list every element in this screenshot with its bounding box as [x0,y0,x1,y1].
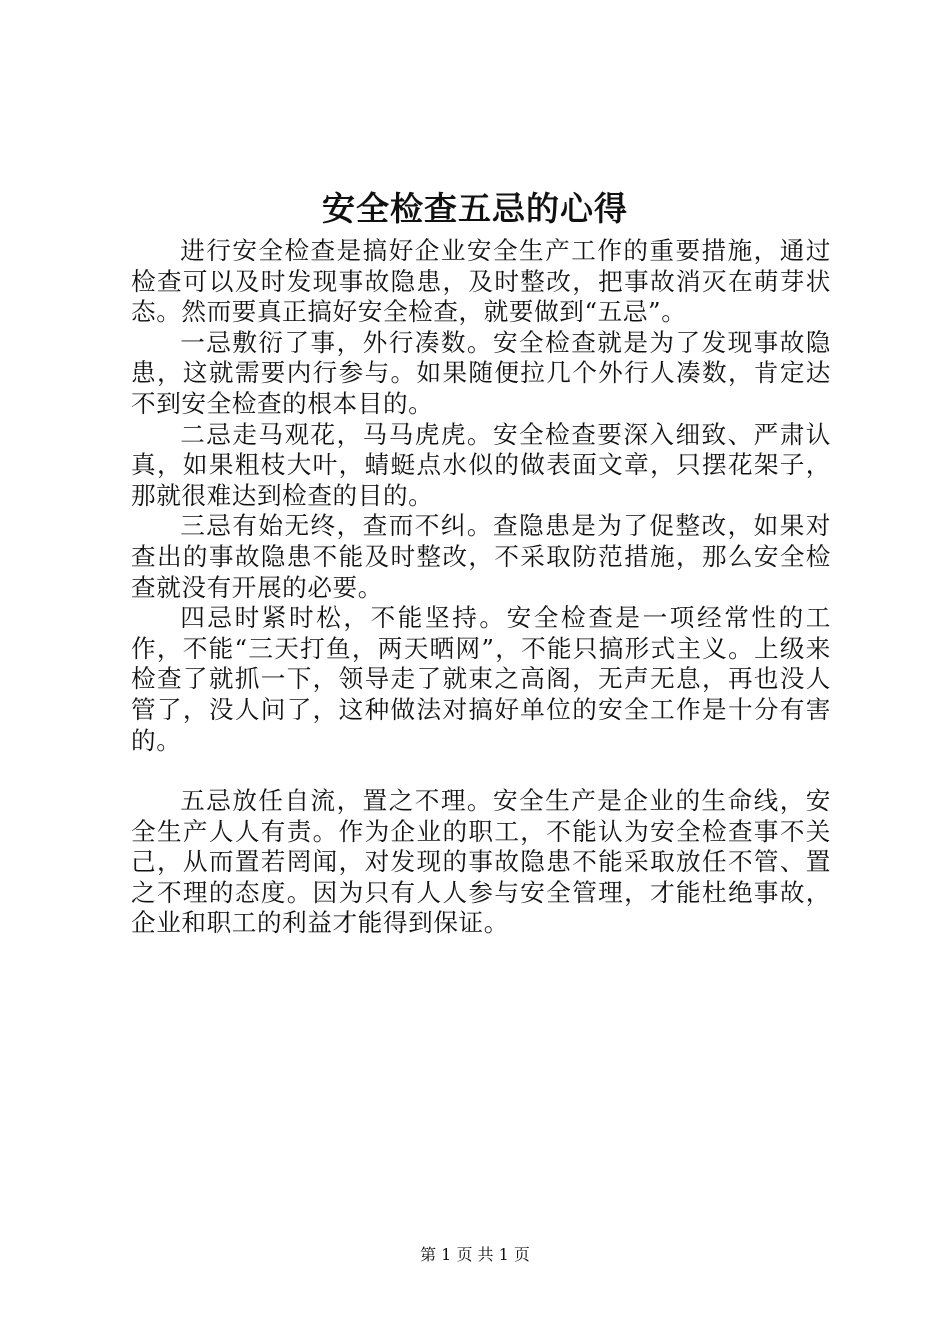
paragraph-taboo-1: 一忌敷衍了事，外行凑数。安全检查就是为了发现事故隐患，这就需要内行参与。如果随便拉几个外行人凑数，肯定达不到安全检查的根本目的。 [131,327,831,418]
document-body [131,236,831,939]
paragraph-taboo-2: 二忌走马观花，马马虎虎。安全检查要深入细致、严肃认真，如果粗枝大叶，蜻蜓点水似的做表面文章，只摆花架子，那就很难达到检查的目的。 [131,419,831,510]
paragraph-taboo-5: 五忌放任自流，置之不理。安全生产是企业的生命线，安全生产人人有责。作为企业的职工，不能认为安全检查事不关己，从而置若罔闻，对发现的事故隐患不能采取放任不管、置之不理的态度。因为只有人人参与安全管理，才能杜绝事故，企业和职工的利益才能得到保证。 [131,786,831,938]
paragraph-taboo-3: 三忌有始无终，查而不纠。查隐患是为了促整改，如果对查出的事故隐患不能及时整改，不采取防范措施，那么安全检查就没有开展的必要。 [131,511,831,602]
page-footer: 第 1 页 共 1 页 [420,1245,530,1264]
paragraph-intro: 进行安全检查是搞好企业安全生产工作的重要措施，通过检查可以及时发现事故隐患，及时整改，把事故消灭在萌芽状态。然而要真正搞好安全检查，就要做到“五忌”。 [131,236,831,327]
paragraph-taboo-4: 四忌时紧时松，不能坚持。安全检查是一项经常性的工作，不能“三天打鱼，两天晒网”，不能只搞形式主义。上级来检查了就抓一下，领导走了就束之高阁，无声无息，再也没人管了，没人问了，这种做法对搞好单位的安全工作是十分有害的。 [131,603,831,755]
document-title: 安全检查五忌的心得 [322,189,628,228]
